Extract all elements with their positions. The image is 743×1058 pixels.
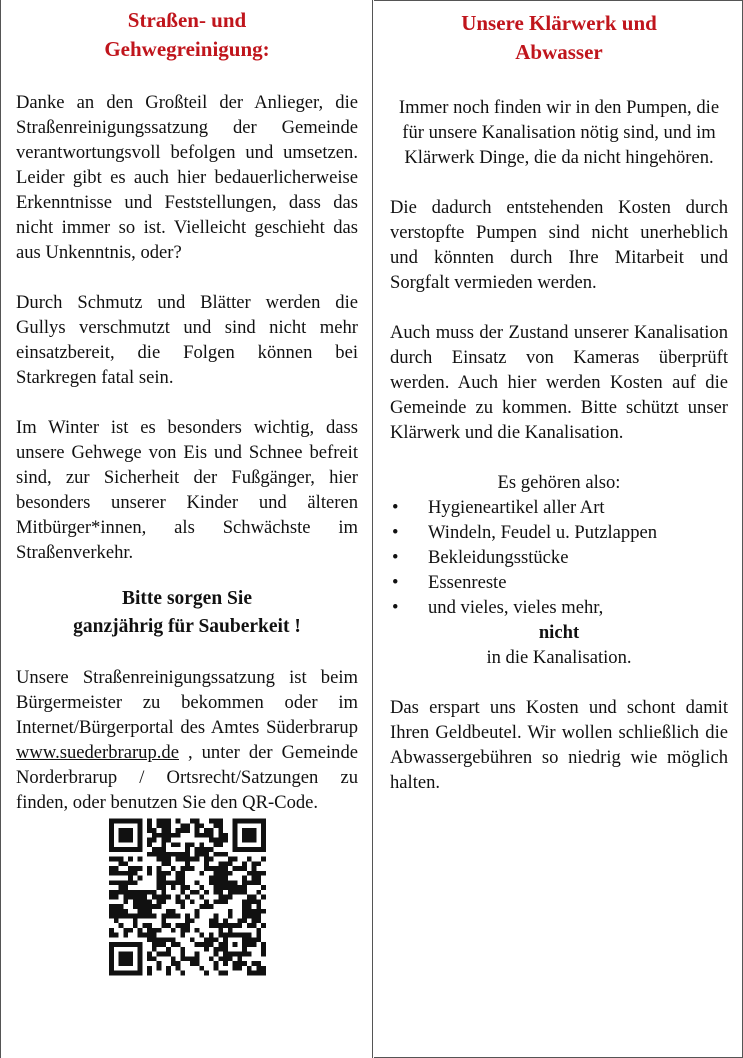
list-item-text: Hygieneartikel aller Art xyxy=(428,497,605,518)
not-word: nicht xyxy=(538,622,580,643)
list-item xyxy=(390,495,728,520)
statute-paragraph xyxy=(16,665,358,815)
winter-paragraph: Im Winter ist es besonders wichtig, dass unsere Gehwege von Eis und Schnee befreit sind, zur Sicherheit der Fußgänger, hier besonders unserer Kinder und älteren Mitbürger*innen, als Schwächste im Straßenverkehr. xyxy=(16,417,358,563)
heading-line-1: Unsere Klärwerk und xyxy=(461,11,657,35)
sewage-heading xyxy=(390,9,728,67)
list-item xyxy=(390,545,728,570)
bullet-icon: • xyxy=(392,547,399,568)
pumps-paragraph: Immer noch finden wir in den Pumpen, die für unsere Kanalisation nötig sind, und im Klärwerk Dinge, die da nicht hingehören. xyxy=(398,97,720,168)
appeal-line-2: ganzjährig für Sauberkeit ! xyxy=(73,616,301,637)
list-item xyxy=(390,595,728,620)
thanks-paragraph: Danke an den Großteil der Anlieger, die Straßenreinigungssatzung der Gemeinde verantwortungsvoll befolgen und umsetzen. Leider gibt es auch hier bedauerlicherweise Erkenntnisse und Feststellungen, dass das nicht immer so ist. Vielleicht geschieht das aus Unkenntnis, oder? xyxy=(16,92,358,263)
savings-paragraph: Das erspart uns Kosten und schont damit Ihren Geldbeutel. Wir wollen schließlich die Abwassergebühren so niedrig wie möglich halten. xyxy=(390,697,728,793)
bullet-icon: • xyxy=(392,497,399,518)
into-sewer-text: in die Kanalisation. xyxy=(486,647,632,668)
heading-line-1: Straßen- und xyxy=(127,8,247,32)
prohibited-items-list xyxy=(390,495,728,620)
qr-code[interactable] xyxy=(109,814,266,980)
heading-line-2: Abwasser xyxy=(515,40,603,64)
gullies-paragraph: Durch Schmutz und Blätter werden die Gullys verschmutzt und sind nicht mehr einsatzbereit, die Folgen können bei Starkregen fatal sein. xyxy=(16,292,358,388)
costs-paragraph: Die dadurch entstehenden Kosten durch verstopfte Pumpen sind nicht unerheblich und könnten durch Ihre Mitarbeit und Sorgfalt vermieden werden. xyxy=(390,197,728,293)
bullet-icon: • xyxy=(392,597,399,618)
bullet-icon: • xyxy=(392,572,399,593)
list-item xyxy=(390,520,728,545)
statute-text-after-link: , unter der Gemeinde Norderbrarup / Ortsrecht/Satzungen zu finden, oder benutzen Sie den QR-Code. xyxy=(16,742,358,813)
right-column xyxy=(374,0,743,1058)
list-item xyxy=(390,570,728,595)
street-cleaning-heading xyxy=(16,6,358,64)
list-intro: Es gehören also: xyxy=(497,472,621,493)
cleanliness-appeal xyxy=(16,585,358,641)
heading-line-2: Gehwegreinigung: xyxy=(104,37,270,61)
list-item-text: Windeln, Feudel u. Putzlappen xyxy=(428,522,658,543)
website-link[interactable]: www.suederbrarup.de xyxy=(16,742,179,763)
cameras-paragraph: Auch muss der Zustand unserer Kanalisation durch Einsatz von Kameras überprüft werden. Auch hier werden Kosten auf die Gemeinde zu kommen. Bitte schützt unser Klärwerk und die Kanalisation. xyxy=(390,322,728,443)
appeal-line-1: Bitte sorgen Sie xyxy=(122,588,252,609)
statute-text-before-link: Unsere Straßenreinigungssatzung ist beim Bürgermeister zu bekommen oder im Internet/Bürgerportal des Amtes Süderbrarup xyxy=(16,667,358,738)
list-item-text: Essenreste xyxy=(428,572,507,593)
list-item-text: und vieles, vieles mehr, xyxy=(428,597,604,618)
bullet-icon: • xyxy=(392,522,399,543)
list-item-text: Bekleidungsstücke xyxy=(428,547,569,568)
